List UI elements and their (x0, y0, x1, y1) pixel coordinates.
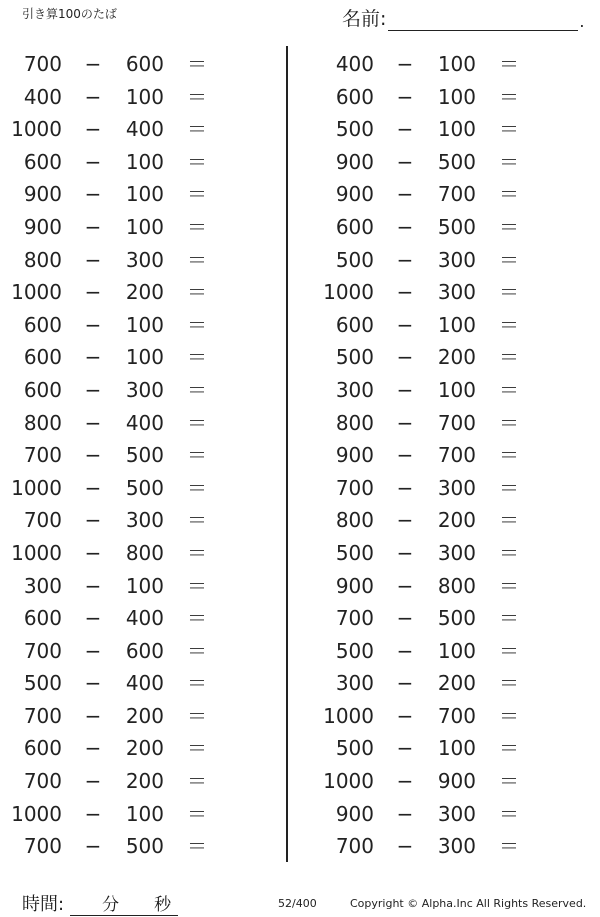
problem-row (312, 667, 572, 700)
equals-sign: ＝ (499, 703, 519, 728)
equals-sign: ＝ (499, 377, 519, 402)
problem-row (312, 570, 572, 603)
equals-sign: ＝ (187, 671, 207, 696)
equals-sign: ＝ (187, 410, 207, 435)
problem-row (0, 146, 260, 179)
equals-sign: ＝ (187, 52, 207, 76)
problem-row (312, 146, 572, 179)
equals-sign: ＝ (499, 345, 519, 370)
minus-sign: − (396, 671, 414, 696)
subtrahend: 700 (437, 443, 476, 468)
minuend: 600 (23, 736, 62, 761)
minuend: 1000 (11, 475, 62, 500)
time-blank-line[interactable] (70, 893, 178, 916)
equals-sign: ＝ (187, 280, 207, 305)
equals-sign: ＝ (187, 117, 207, 142)
minuend: 500 (335, 736, 374, 761)
problem-row (0, 407, 260, 440)
minus-sign: − (84, 117, 102, 142)
subtrahend: 200 (125, 703, 164, 728)
problem-row (312, 602, 572, 635)
subtrahend: 100 (437, 377, 476, 402)
minus-sign: − (84, 834, 102, 859)
problem-row (0, 48, 260, 81)
minuend: 1000 (11, 540, 62, 565)
subtrahend: 100 (125, 214, 164, 239)
problem-row (0, 504, 260, 537)
subtrahend: 300 (437, 247, 476, 272)
subtrahend: 700 (437, 703, 476, 728)
equals-sign: ＝ (187, 149, 207, 174)
equals-sign: ＝ (187, 182, 207, 207)
equals-sign: ＝ (499, 834, 519, 859)
minuend: 400 (23, 84, 62, 109)
problem-row (312, 732, 572, 765)
minus-sign: − (396, 540, 414, 565)
problem-row (0, 765, 260, 798)
subtrahend: 400 (125, 606, 164, 631)
minus-sign: − (396, 443, 414, 468)
left-problem-column (0, 48, 260, 863)
problem-row (0, 439, 260, 472)
equals-sign: ＝ (499, 214, 519, 239)
subtrahend: 300 (125, 247, 164, 272)
equals-sign: ＝ (499, 475, 519, 500)
problem-row (312, 407, 572, 440)
minuend: 600 (23, 149, 62, 174)
minus-sign: − (396, 606, 414, 631)
minuend: 1000 (11, 117, 62, 142)
name-label: 名前: (342, 8, 387, 30)
subtrahend: 500 (125, 443, 164, 468)
equals-sign: ＝ (499, 443, 519, 468)
problem-row (0, 602, 260, 635)
equals-sign: ＝ (499, 801, 519, 826)
minuend: 700 (335, 475, 374, 500)
subtrahend: 100 (437, 117, 476, 142)
equals-sign: ＝ (499, 638, 519, 663)
minuend: 500 (335, 345, 374, 370)
problem-row (312, 211, 572, 244)
minuend: 600 (335, 84, 374, 109)
minuend: 600 (23, 606, 62, 631)
equals-sign: ＝ (187, 443, 207, 468)
minuend: 1000 (323, 280, 374, 305)
equals-sign: ＝ (187, 377, 207, 402)
problem-row (0, 732, 260, 765)
minuend: 1000 (11, 801, 62, 826)
column-divider (286, 46, 288, 862)
minus-sign: − (84, 703, 102, 728)
minuend: 1000 (323, 703, 374, 728)
equals-sign: ＝ (499, 769, 519, 794)
subtrahend: 100 (437, 312, 476, 337)
problem-row (312, 48, 572, 81)
minuend: 500 (23, 671, 62, 696)
equals-sign: ＝ (499, 117, 519, 142)
minus-sign: − (396, 410, 414, 435)
minus-sign: − (84, 410, 102, 435)
subtrahend: 500 (437, 606, 476, 631)
minuend: 600 (23, 345, 62, 370)
minus-sign: − (396, 149, 414, 174)
minuend: 700 (23, 508, 62, 533)
right-problem-column (312, 48, 572, 863)
worksheet-title: 引き算100のたば (22, 7, 117, 21)
minus-sign: − (84, 638, 102, 663)
minuend: 700 (23, 769, 62, 794)
subtrahend: 100 (437, 736, 476, 761)
minus-sign: − (84, 475, 102, 500)
equals-sign: ＝ (187, 703, 207, 728)
subtrahend: 200 (125, 280, 164, 305)
subtrahend: 300 (437, 834, 476, 859)
minus-sign: − (84, 247, 102, 272)
minuend: 600 (23, 312, 62, 337)
minuend: 400 (335, 52, 374, 76)
problem-row (0, 635, 260, 668)
minus-sign: − (84, 540, 102, 565)
problem-row (312, 439, 572, 472)
subtrahend: 400 (125, 410, 164, 435)
problem-row (312, 765, 572, 798)
name-end-dot: . (579, 12, 585, 31)
minuend: 700 (335, 606, 374, 631)
minus-sign: − (84, 182, 102, 207)
equals-sign: ＝ (187, 834, 207, 859)
equals-sign: ＝ (499, 606, 519, 631)
minuend: 700 (23, 834, 62, 859)
minuend: 700 (23, 703, 62, 728)
subtrahend: 500 (437, 149, 476, 174)
minus-sign: − (396, 214, 414, 239)
equals-sign: ＝ (187, 475, 207, 500)
minuend: 1000 (323, 769, 374, 794)
minuend: 500 (335, 247, 374, 272)
minuend: 900 (335, 573, 374, 598)
minuend: 900 (335, 149, 374, 174)
minuend: 800 (335, 410, 374, 435)
equals-sign: ＝ (499, 149, 519, 174)
minus-sign: − (84, 280, 102, 305)
minuend: 300 (23, 573, 62, 598)
minus-sign: − (396, 52, 414, 76)
subtrahend: 200 (437, 345, 476, 370)
equals-sign: ＝ (499, 410, 519, 435)
minus-sign: − (396, 769, 414, 794)
problem-row (312, 81, 572, 114)
minuend: 300 (335, 377, 374, 402)
minus-sign: − (84, 606, 102, 631)
subtrahend: 500 (125, 475, 164, 500)
problem-row (0, 341, 260, 374)
problem-row (312, 178, 572, 211)
minus-sign: − (84, 769, 102, 794)
minuend: 900 (23, 214, 62, 239)
equals-sign: ＝ (499, 508, 519, 533)
equals-sign: ＝ (499, 182, 519, 207)
minus-sign: − (84, 801, 102, 826)
minus-sign: − (396, 280, 414, 305)
minus-sign: − (396, 801, 414, 826)
minus-sign: − (396, 247, 414, 272)
subtrahend: 900 (437, 769, 476, 794)
problem-row (312, 244, 572, 277)
minus-sign: − (396, 475, 414, 500)
minuend: 1000 (11, 280, 62, 305)
problem-row (312, 830, 572, 863)
problem-row (312, 276, 572, 309)
minus-sign: − (396, 736, 414, 761)
problem-row (312, 472, 572, 505)
minus-sign: − (84, 149, 102, 174)
subtrahend: 700 (437, 410, 476, 435)
subtrahend: 100 (125, 573, 164, 598)
equals-sign: ＝ (187, 573, 207, 598)
minus-sign: − (396, 573, 414, 598)
minus-sign: − (84, 736, 102, 761)
problem-row (0, 178, 260, 211)
time-field (22, 890, 178, 916)
minus-sign: − (396, 703, 414, 728)
subtrahend: 400 (125, 117, 164, 142)
equals-sign: ＝ (187, 214, 207, 239)
minuend: 900 (335, 182, 374, 207)
minus-sign: − (84, 84, 102, 109)
minuend: 900 (335, 801, 374, 826)
equals-sign: ＝ (187, 801, 207, 826)
minuend: 700 (23, 443, 62, 468)
minus-sign: − (396, 638, 414, 663)
minuend: 700 (23, 638, 62, 663)
minuend: 600 (335, 214, 374, 239)
problem-row (312, 798, 572, 831)
minus-sign: − (84, 312, 102, 337)
problem-row (312, 113, 572, 146)
minus-sign: − (84, 671, 102, 696)
equals-sign: ＝ (499, 280, 519, 305)
name-blank-line[interactable] (388, 10, 578, 31)
problem-row (0, 700, 260, 733)
problem-row (0, 667, 260, 700)
subtrahend: 100 (125, 312, 164, 337)
problem-row (0, 211, 260, 244)
subtrahend: 100 (437, 638, 476, 663)
minuend: 800 (23, 247, 62, 272)
equals-sign: ＝ (499, 573, 519, 598)
equals-sign: ＝ (499, 312, 519, 337)
subtrahend: 600 (125, 52, 164, 76)
subtrahend: 200 (125, 736, 164, 761)
time-label: 時間: (22, 894, 65, 915)
equals-sign: ＝ (499, 540, 519, 565)
equals-sign: ＝ (187, 769, 207, 794)
problem-row (312, 504, 572, 537)
minuend: 600 (23, 377, 62, 402)
subtrahend: 300 (437, 475, 476, 500)
problem-row (0, 798, 260, 831)
subtrahend: 300 (125, 377, 164, 402)
minus-sign: − (396, 312, 414, 337)
subtrahend: 300 (437, 801, 476, 826)
minus-sign: − (84, 377, 102, 402)
equals-sign: ＝ (187, 84, 207, 109)
equals-sign: ＝ (187, 508, 207, 533)
subtrahend: 200 (125, 769, 164, 794)
equals-sign: ＝ (187, 345, 207, 370)
subtrahend: 100 (125, 801, 164, 826)
equals-sign: ＝ (187, 247, 207, 272)
subtrahend: 100 (125, 345, 164, 370)
minus-sign: − (84, 52, 102, 76)
subtrahend: 800 (125, 540, 164, 565)
minuend: 700 (335, 834, 374, 859)
name-field (342, 4, 585, 31)
minus-sign: − (396, 377, 414, 402)
problem-row (0, 113, 260, 146)
minuend: 800 (335, 508, 374, 533)
problem-row (0, 570, 260, 603)
minuend: 300 (335, 671, 374, 696)
problem-row (312, 341, 572, 374)
problem-row (0, 276, 260, 309)
equals-sign: ＝ (187, 540, 207, 565)
subtrahend: 500 (437, 214, 476, 239)
problem-row (0, 472, 260, 505)
minuend: 500 (335, 117, 374, 142)
problem-row (0, 537, 260, 570)
subtrahend: 100 (125, 149, 164, 174)
minus-sign: − (84, 508, 102, 533)
subtrahend: 800 (437, 573, 476, 598)
subtrahend: 500 (125, 834, 164, 859)
minutes-label: 分 (102, 895, 120, 915)
equals-sign: ＝ (187, 638, 207, 663)
seconds-label: 秒 (154, 895, 172, 915)
subtrahend: 400 (125, 671, 164, 696)
problem-row (312, 635, 572, 668)
minus-sign: − (84, 443, 102, 468)
minus-sign: − (84, 214, 102, 239)
subtrahend: 200 (437, 671, 476, 696)
minus-sign: − (396, 182, 414, 207)
equals-sign: ＝ (499, 247, 519, 272)
page-number: 52/400 (278, 897, 317, 910)
equals-sign: ＝ (499, 84, 519, 109)
subtrahend: 100 (437, 52, 476, 76)
subtrahend: 100 (125, 182, 164, 207)
minus-sign: − (396, 84, 414, 109)
minuend: 500 (335, 540, 374, 565)
problem-row (0, 374, 260, 407)
equals-sign: ＝ (499, 736, 519, 761)
problem-row (0, 309, 260, 342)
subtrahend: 100 (125, 84, 164, 109)
subtrahend: 700 (437, 182, 476, 207)
minus-sign: − (84, 345, 102, 370)
problem-row (0, 830, 260, 863)
subtrahend: 300 (125, 508, 164, 533)
subtrahend: 600 (125, 638, 164, 663)
minus-sign: − (396, 834, 414, 859)
problem-row (312, 309, 572, 342)
minuend: 900 (335, 443, 374, 468)
subtrahend: 300 (437, 280, 476, 305)
problem-row (0, 244, 260, 277)
subtrahend: 300 (437, 540, 476, 565)
minuend: 900 (23, 182, 62, 207)
minuend: 500 (335, 638, 374, 663)
equals-sign: ＝ (499, 671, 519, 696)
minus-sign: − (396, 508, 414, 533)
problem-row (312, 374, 572, 407)
subtrahend: 200 (437, 508, 476, 533)
equals-sign: ＝ (187, 736, 207, 761)
minus-sign: − (84, 573, 102, 598)
minuend: 600 (335, 312, 374, 337)
equals-sign: ＝ (187, 312, 207, 337)
minus-sign: − (396, 345, 414, 370)
equals-sign: ＝ (187, 606, 207, 631)
minuend: 800 (23, 410, 62, 435)
problem-row (312, 700, 572, 733)
equals-sign: ＝ (499, 52, 519, 76)
problem-row (312, 537, 572, 570)
minuend: 700 (23, 52, 62, 76)
subtrahend: 100 (437, 84, 476, 109)
problem-row (0, 81, 260, 114)
minus-sign: − (396, 117, 414, 142)
copyright-text: Copyright © Alpha.Inc All Rights Reserved. (350, 897, 587, 910)
